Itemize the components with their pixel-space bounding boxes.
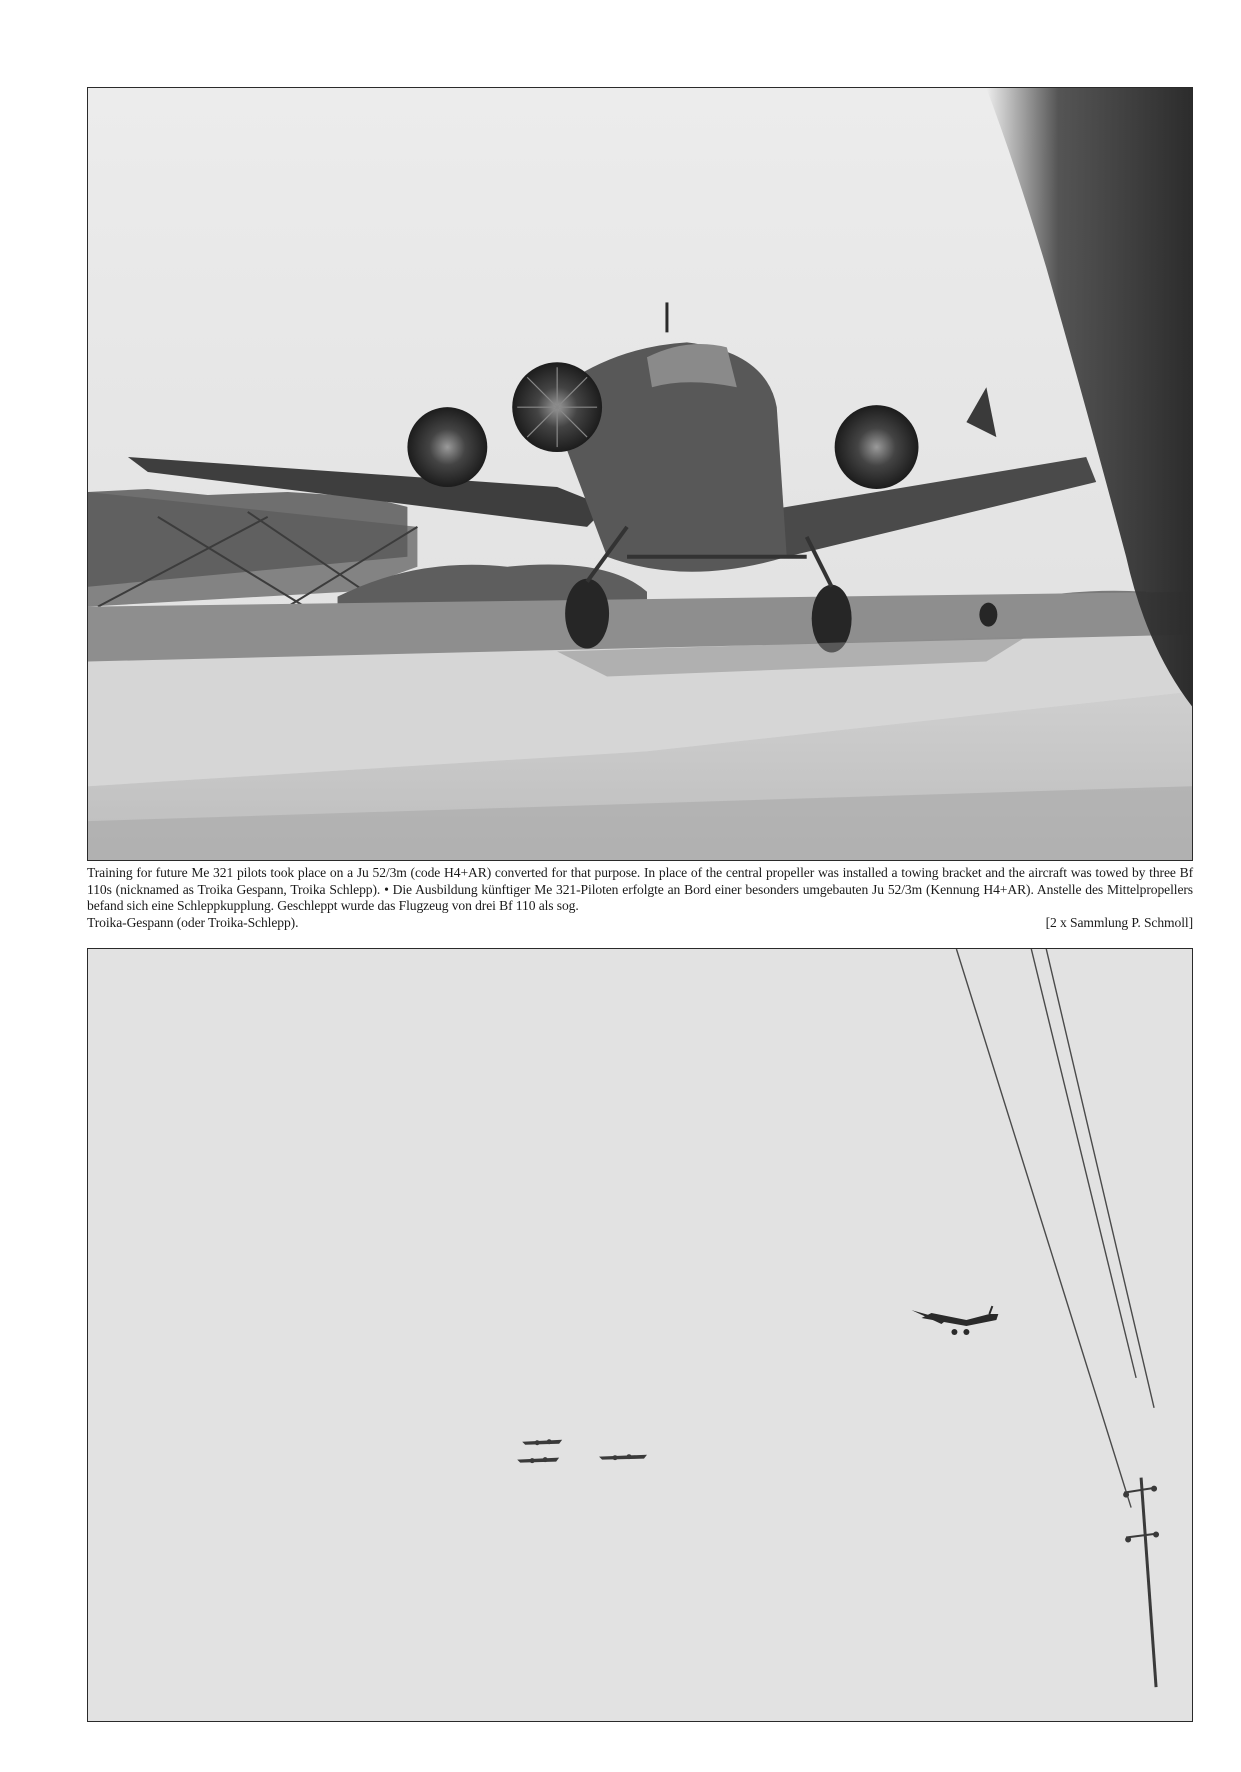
ju52-photograph [88,88,1192,860]
caption-body: Training for future Me 321 pilots took place on a Ju 52/3m (code H4+AR) converted for that purpose. In place of the central propeller was installed a towing bracket and the aircraft was towed by three Bf 110s (nicknamed as Troika Gespann, Troika Schlepp). • Die Ausbildung künftiger Me 321-Piloten erfolgte an Bord einer besonders umgebauten Ju 52/3m (Kennung H4+AR). Anstelle des Mittelpropellers befand sich eine Schleppkupplung. Geschleppt wurde das Flugzeug von drei Bf 110 als sog. [87,865,1193,914]
caption-last-line [87,915,1193,932]
photo-caption [87,865,1193,932]
photo-troika-schlepp [87,948,1193,1722]
caption-last-line-text: Troika-Gespann (oder Troika-Schlepp). [87,915,299,931]
troika-photograph [88,949,1192,1721]
photo-ju52-ground [87,87,1193,861]
photo-credit: [2 x Sammlung P. Schmoll] [1045,915,1193,931]
